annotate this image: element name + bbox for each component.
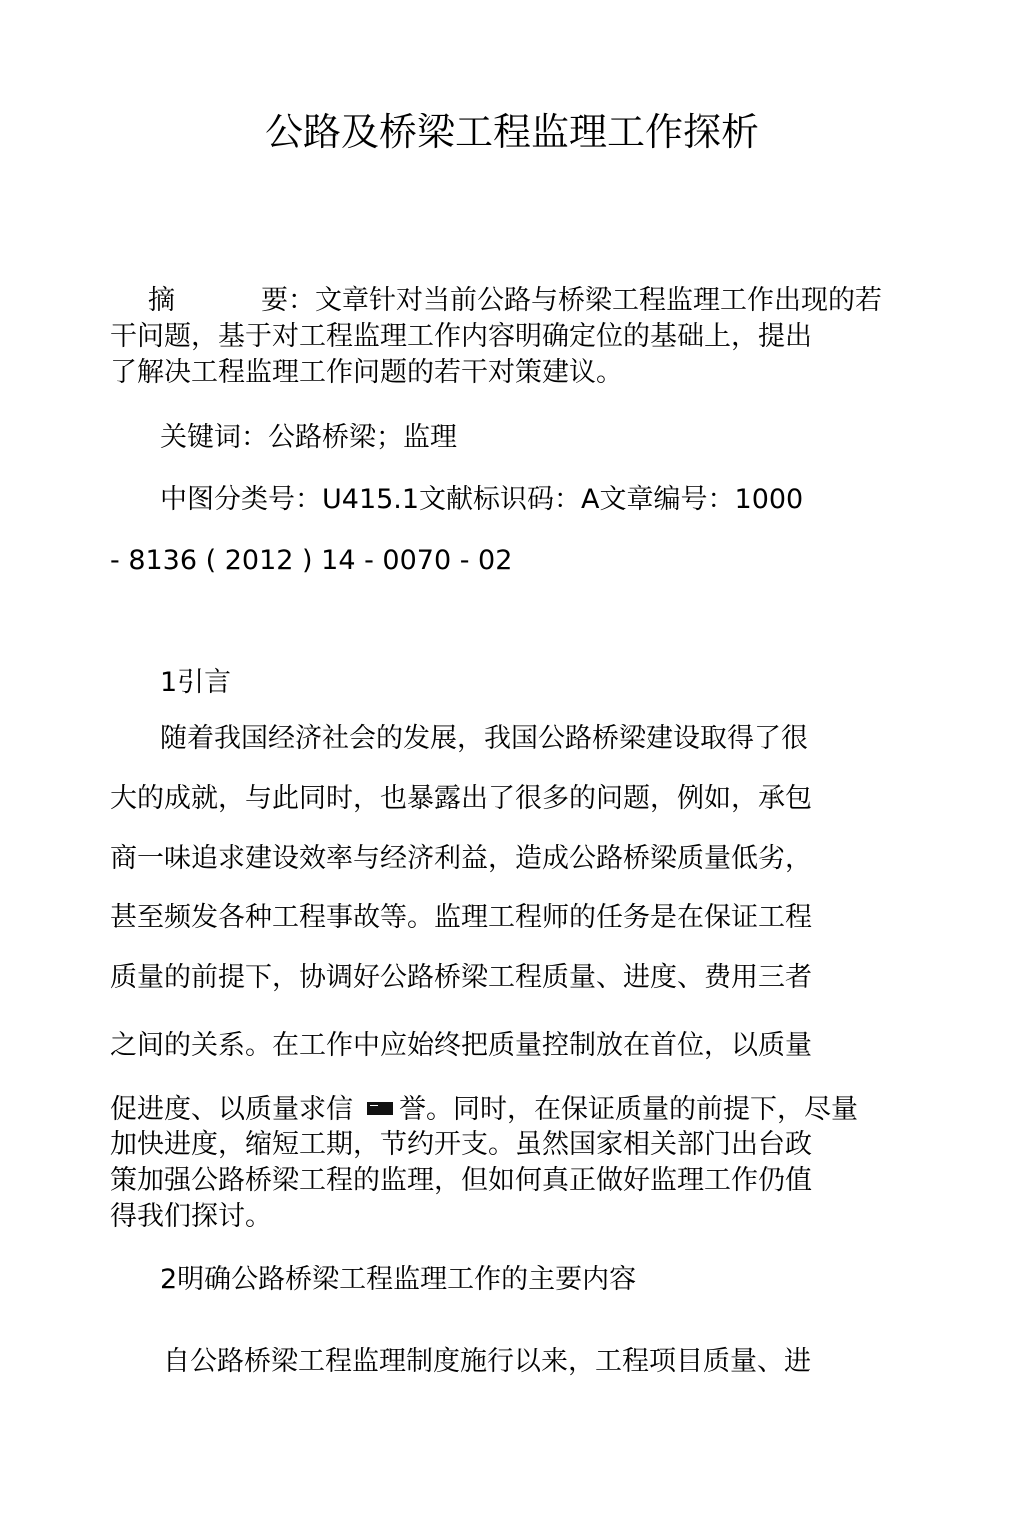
document-title: 公路及桥梁工程监理工作探析: [264, 110, 759, 154]
paragraph-line: 质量的前提下，协调好公路桥梁工程质量、进度、费用三者: [110, 962, 812, 993]
paragraph-text-part-2: 誉。同时，在保证质量的前提下，尽量: [399, 1094, 858, 1125]
classification-line-2: - 8136 ( 2012 ) 14 - 0070 - 02: [110, 545, 513, 576]
abstract-label-end: 要：: [261, 285, 315, 316]
scan-artifact-mark: [367, 1102, 393, 1115]
paragraph-line: 策加强公路桥梁工程的监理，但如何真正做好监理工作仍值: [110, 1165, 812, 1196]
abstract-line-2: 干问题，基于对工程监理工作内容明确定位的基础上，提出: [110, 321, 812, 352]
paragraph-line: 自公路桥梁工程监理制度施行以来，工程项目质量、进: [163, 1346, 811, 1377]
paragraph-line: 加快进度，缩短工期，节约开支。虽然国家相关部门出台政: [110, 1129, 812, 1160]
abstract-text-1: 文章针对当前公路与桥梁工程监理工作出现的若: [315, 285, 882, 316]
paragraph-text-part-1: 促进度、以质量求信: [110, 1094, 353, 1125]
section-2-heading: 2明确公路桥梁工程监理工作的主要内容: [160, 1264, 637, 1295]
classification-line-1: 中图分类号：U415.1文献标识码：A文章编号：1000: [160, 484, 804, 515]
abstract-label-start: 摘: [148, 285, 175, 316]
paragraph-line: 甚至频发各种工程事故等。监理工程师的任务是在保证工程: [110, 902, 812, 933]
paragraph-line-with-mark: [110, 1092, 858, 1128]
paragraph-line: 大的成就，与此同时，也暴露出了很多的问题，例如，承包: [110, 783, 812, 814]
paragraph-line: 得我们探讨。: [110, 1201, 272, 1232]
abstract-line-3: 了解决工程监理工作问题的若干对策建议。: [110, 357, 623, 388]
section-1-heading: 1引言: [160, 667, 232, 698]
keywords: 关键词：公路桥梁；监理: [160, 422, 457, 453]
paragraph-line: 之间的关系。在工作中应始终把质量控制放在首位，以质量: [110, 1030, 812, 1061]
abstract-line-1: [148, 283, 882, 319]
paragraph-line: 随着我国经济社会的发展，我国公路桥梁建设取得了很: [160, 723, 808, 754]
paragraph-line: 商一味追求建设效率与经济利益，造成公路桥梁质量低劣，: [110, 843, 812, 874]
